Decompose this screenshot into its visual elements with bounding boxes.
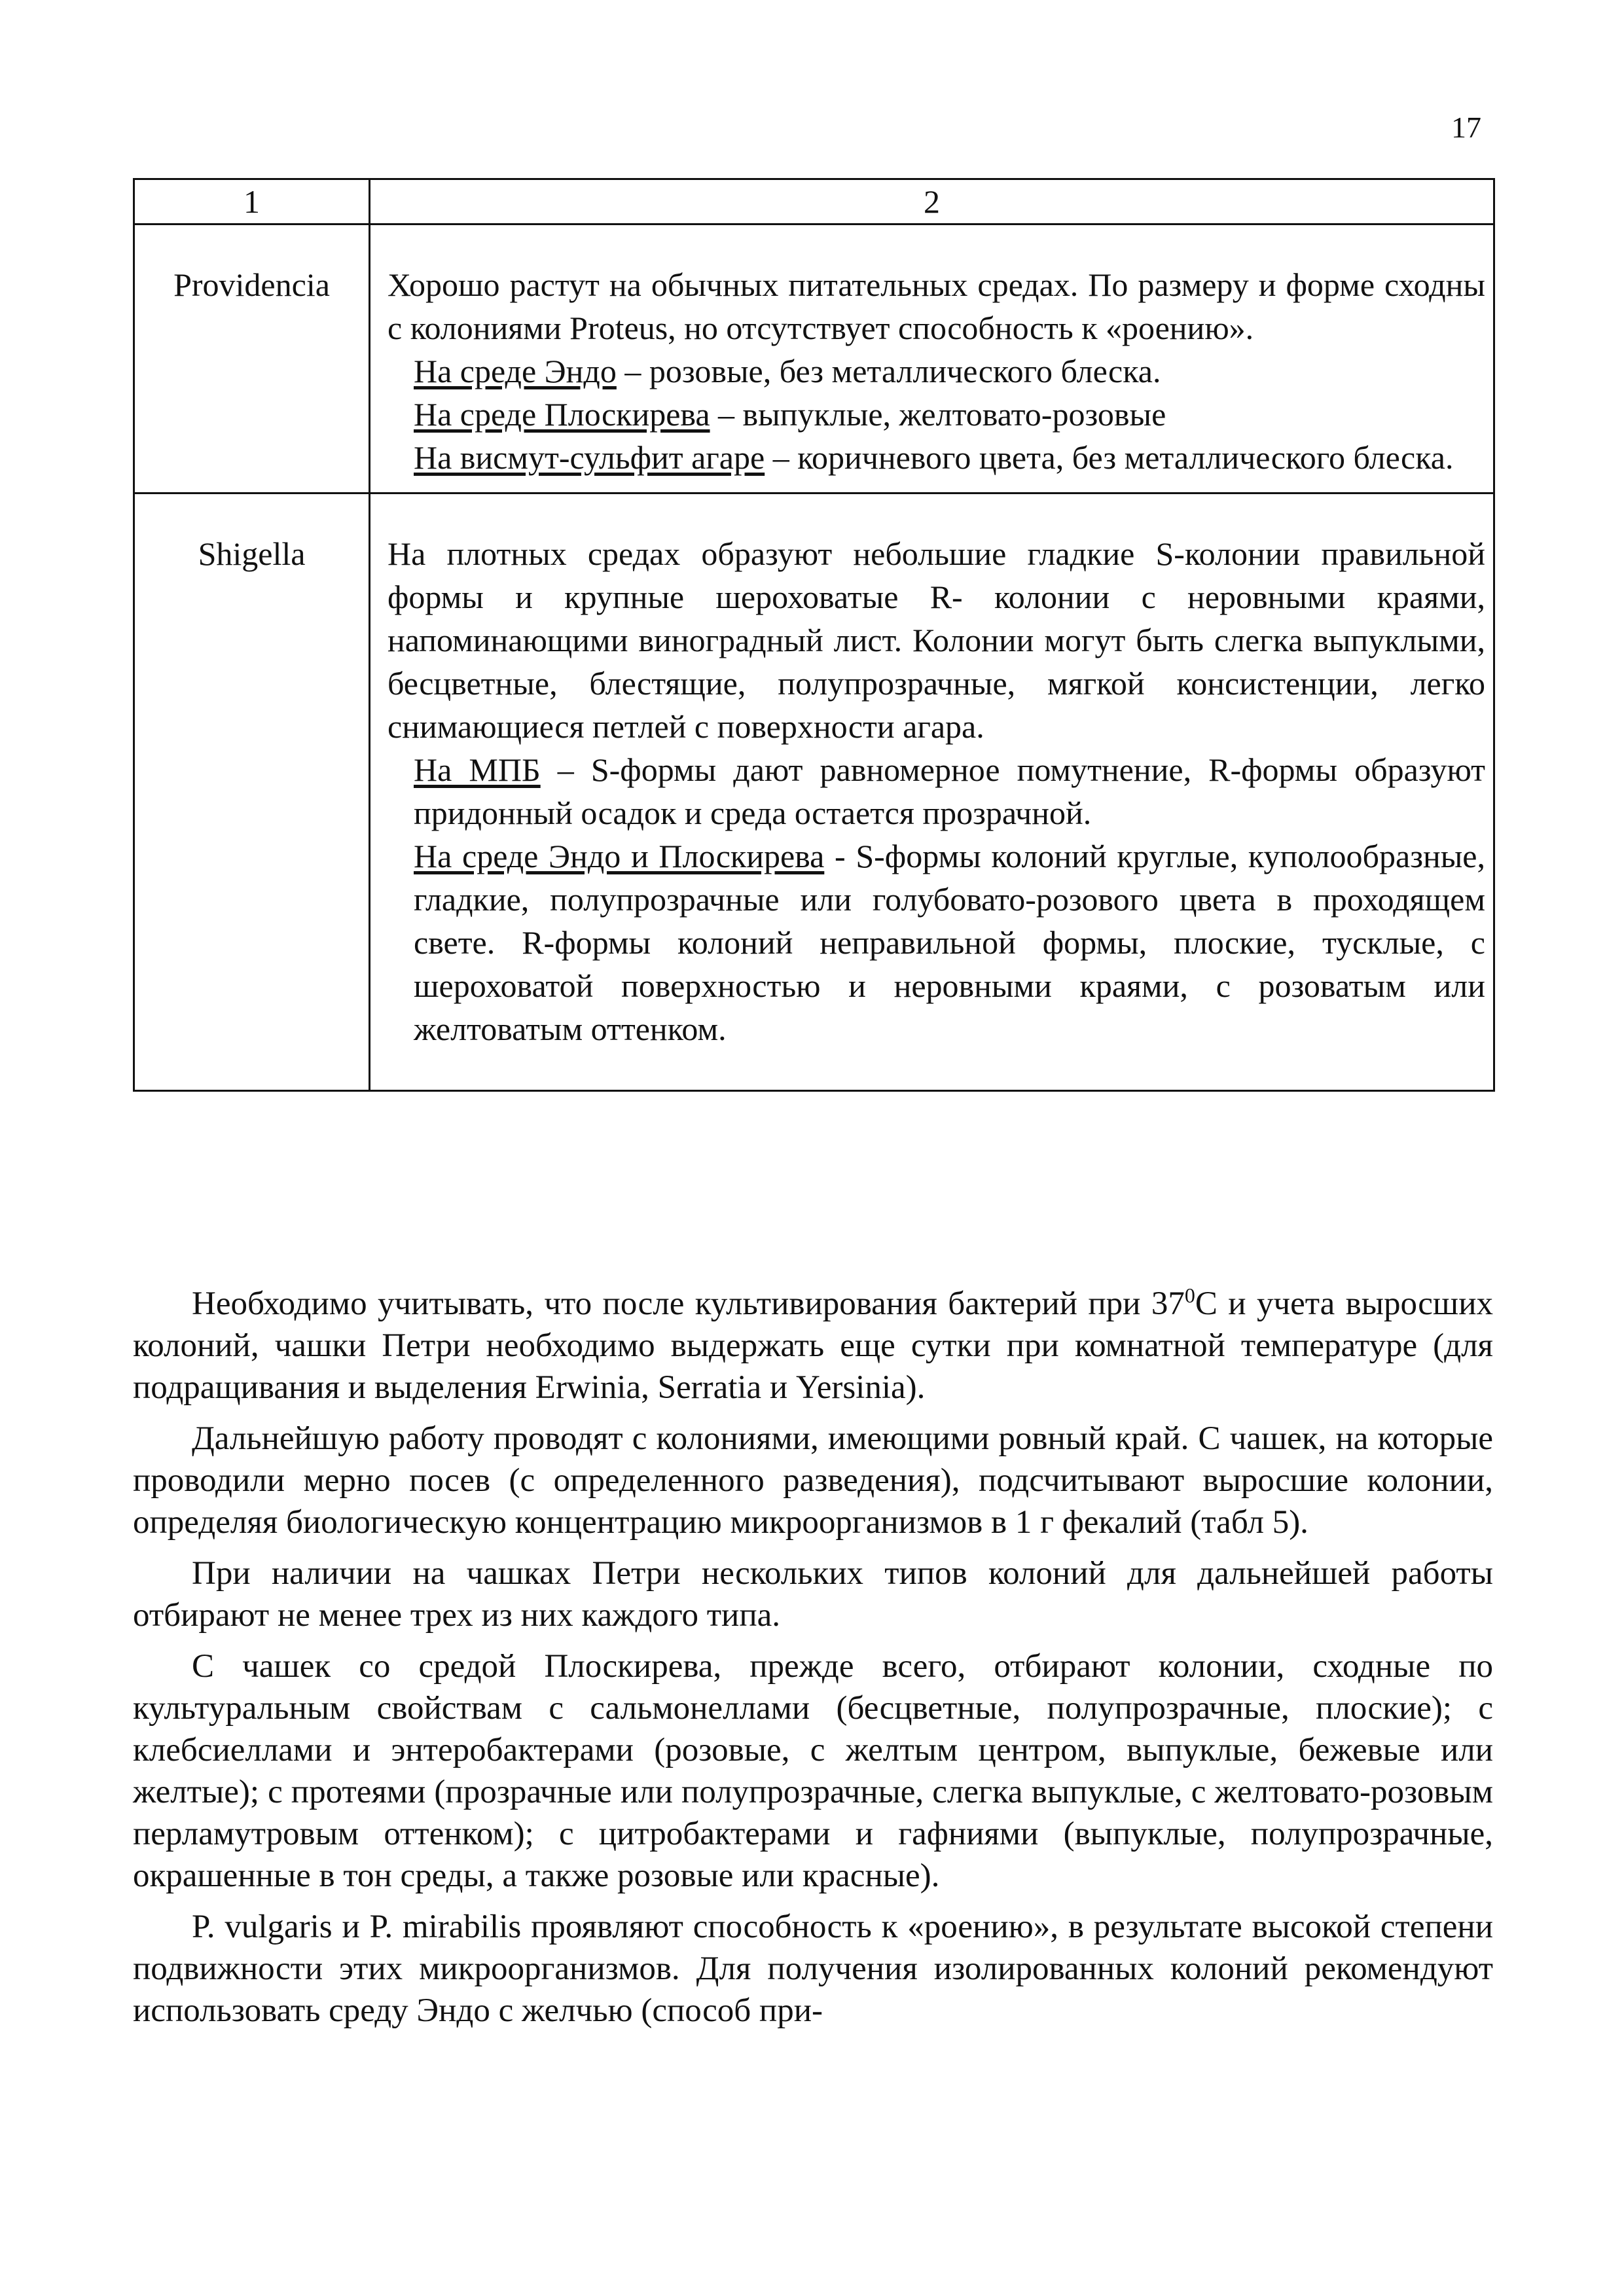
medium-text: – розовые, без металлического блеска. (616, 353, 1161, 389)
medium-line (388, 436, 1485, 479)
paragraph-text: С и учета выросших колоний, чашки Петри необходимо выдержать еще сутки при комнатной температуре (для подращивания и выделения Erwinia, Serratia и Yersinia). (133, 1285, 1493, 1406)
medium-line (388, 834, 1485, 1050)
medium-text: – выпуклые, желтовато-розовые (710, 396, 1166, 433)
medium-text: - S-формы колоний круглые, куполообразные, гладкие, полупрозрачные или голубовато-розового цвета в проходящем свете. R-формы колоний неправильной формы, плоские, тусклые, с шероховатой поверхностью и неровными краями, с розоватым или желтоватым оттенком. (414, 838, 1485, 1047)
column-header-2: 2 (370, 179, 1494, 224)
medium-text: – S-формы дают равномерное помутнение, R-формы образуют придонный осадок и среда остается прозрачной. (414, 751, 1486, 831)
paragraph: С чашек со средой Плоскирева, прежде всего, отбирают колонии, сходные по культуральным свойствам с сальмонеллами (бесцветные, полупрозрачные, плоские); с клебсиеллами и энтеробактерами (розовые, с желтым центром, выпуклые, бежевые или желтые); с протеями (прозрачные или полупрозрачные, слегка выпуклые, с желтовато-розовым перламутровым оттенком); с цитробактерами и гафниями (выпуклые, полупрозрачные, окрашенные в тон среды, а также розовые или красные). (133, 1648, 1493, 1894)
medium-label: На висмут-сульфит агаре (414, 439, 765, 476)
medium-line (388, 350, 1485, 393)
medium-label: На среде Плоскирева (414, 396, 710, 433)
paragraph: Дальнейшую работу проводят с колониями, имеющими ровный край. С чашек, на которые проводили мерно посев (с определенного разведения), подсчитывают выросшие колонии, определяя биологическую концентрацию микроорганизмов в 1 г фекалий (табл 5). (133, 1420, 1493, 1541)
column-header-1: 1 (134, 179, 370, 224)
paragraph-text: Необходимо учитывать, что после культивирования бактерий при 37 (192, 1285, 1185, 1322)
medium-line (388, 393, 1485, 436)
organism-name: Shigella (134, 493, 370, 1091)
medium-label: На среде Эндо и Плоскирева (414, 838, 825, 874)
description-intro: Хорошо растут на обычных питательных средах. По размеру и форме сходны с колониями Proteus, но отсутствует способность к «роению». (388, 266, 1485, 346)
table-row (134, 493, 1494, 1091)
body-text (133, 1283, 1493, 2041)
page-number: 17 (1451, 111, 1481, 144)
table-row (134, 224, 1494, 493)
medium-label: На МПБ (414, 751, 541, 788)
organism-description (370, 224, 1494, 493)
paragraph (133, 1283, 1493, 1408)
organism-description (370, 493, 1494, 1091)
medium-line (388, 748, 1485, 834)
paragraph: При наличии на чашках Петри нескольких типов колоний для дальнейшей работы отбирают не менее трех из них каждого типа. (133, 1555, 1493, 1634)
microorganism-table (133, 178, 1495, 1092)
organism-name: Providencia (134, 224, 370, 493)
medium-label: На среде Эндо (414, 353, 617, 389)
description-intro: На плотных средах образуют небольшие гладкие S-колонии правильной формы и крупные шероховатые R- колонии с неровными краями, напоминающими виноградный лист. Колонии могут быть слегка выпуклыми, бесцветные, блестящие, полупрозрачные, мягкой консистенции, легко снимающиеся петлей с поверхности агара. (388, 535, 1485, 745)
degree-superscript: 0 (1184, 1283, 1195, 1307)
medium-text: – коричневого цвета, без металлического блеска. (765, 439, 1454, 476)
paragraph: P. vulgaris и P. mirabilis проявляют способность к «роению», в результате высокой степени подвижности этих микроорганизмов. Для получения изолированных колоний рекомендуют использовать среду Эндо с желчью (способ при- (133, 1909, 1493, 2029)
table-header-row (134, 179, 1494, 224)
